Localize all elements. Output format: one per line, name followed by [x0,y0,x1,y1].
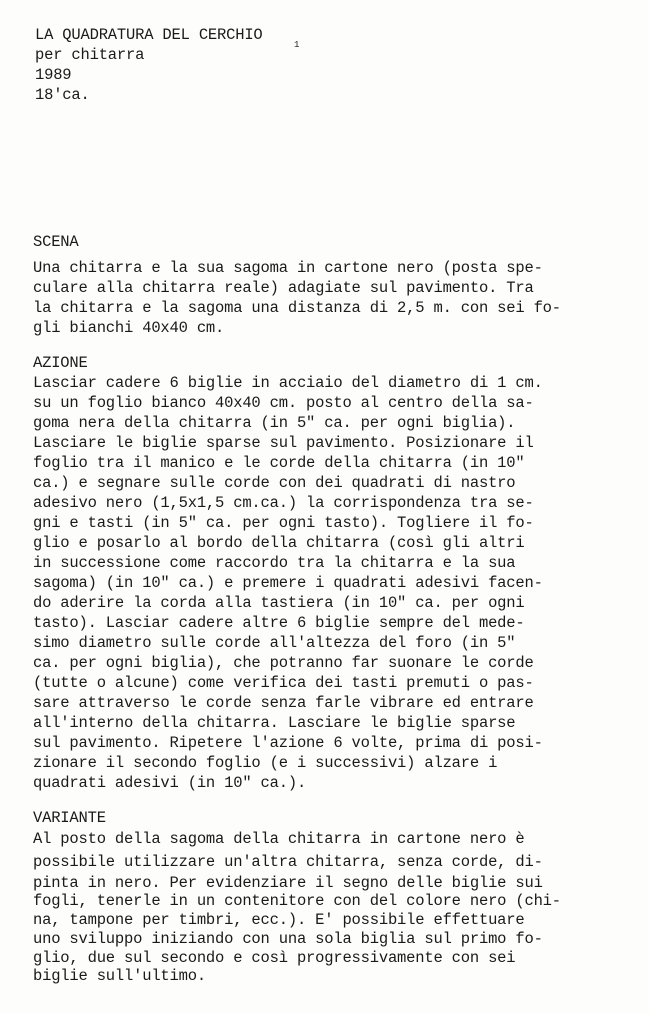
variante-line: glio, due sul secondo e così progressivamente con sei [33,949,516,967]
variante-line: biglie sull'ultimo. [33,967,206,985]
azione-line: Lasciar cadere 6 biglie in acciaio del diametro di 1 cm. [33,374,543,392]
scena-line: la chitarra e la sagoma una distanza di 2,5 m. con sei fo- [33,299,561,317]
variante-line: Al posto della sagoma della chitarra in cartone nero è [33,830,525,848]
azione-line: glio e posarlo al bordo della chitarra (così gli altri [33,534,525,552]
azione-line: zionare il secondo foglio (e i successivi) alzare i [33,754,498,772]
page-number: 1 [294,40,300,50]
section-title-scena: SCENA [33,233,79,251]
azione-line: (tutte o alcune) come verifica dei tasti premuti o pas- [33,674,534,692]
azione-line: gni e tasti (in 5" ca. per ogni tasto). Togliere il fo- [33,514,534,532]
scena-line: culare alla chitarra reale) adagiate sul pavimento. Tra [33,279,534,297]
azione-line: Lasciare le biglie sparse sul pavimento. Posizionare il [33,434,534,452]
azione-line: quadrati adesivi (in 10" ca.). [33,774,307,792]
azione-line: ca.) e segnare sulle corde con dei quadrati di nastro [33,474,516,492]
azione-line: in successione come raccordo tra la chitarra e la sua [33,554,516,572]
scena-line: gli bianchi 40x40 cm. [33,319,225,337]
azione-line: adesivo nero (1,5x1,5 cm.ca.) la corrispondenza tra se- [33,494,534,512]
document-title: LA QUADRATURA DEL CERCHIO [35,26,263,44]
variante-line: pinta in nero. Per evidenziare il segno delle biglie sui [33,874,543,892]
document-subtitle: per chitarra [35,46,145,64]
azione-line: goma nera della chitarra (in 5" ca. per ogni biglia). [33,414,516,432]
section-title-azione: AZIONE [33,354,88,372]
azione-line: sul pavimento. Ripetere l'azione 6 volte, prima di posi- [33,734,543,752]
azione-line: ca. per ogni biglia), che potranno far suonare le corde [33,654,534,672]
azione-line: sare attraverso le corde senza farle vibrare ed entrare [33,694,534,712]
azione-line: su un foglio bianco 40x40 cm. posto al centro della sa- [33,394,534,412]
section-title-variante: VARIANTE [33,809,106,827]
azione-line: simo diametro sulle corde all'altezza del foro (in 5" [33,634,516,652]
document-duration: 18'ca. [35,86,90,104]
document-year: 1989 [35,66,72,84]
azione-line: sagoma) (in 10" ca.) e premere i quadrati adesivi facen- [33,574,543,592]
scena-line: Una chitarra e la sua sagoma in cartone nero (posta spe- [33,259,543,277]
variante-line: na, tampone per timbri, ecc.). E' possibile effettuare [33,911,525,929]
azione-line: foglio tra il manico e le corde della chitarra (in 10" [33,454,525,472]
azione-line: tasto). Lasciar cadere altre 6 biglie sempre del mede- [33,614,525,632]
variante-line: fogli, tenerle in un contenitore con del colore nero (chi- [33,892,561,910]
variante-line: uno sviluppo iniziando con una sola biglia sul primo fo- [33,930,543,948]
azione-line: do aderire la corda alla tastiera (in 10" ca. per ogni [33,594,525,612]
variante-line: possibile utilizzare un'altra chitarra, senza corde, di- [33,853,543,871]
azione-line: all'interno della chitarra. Lasciare le biglie sparse [33,714,516,732]
